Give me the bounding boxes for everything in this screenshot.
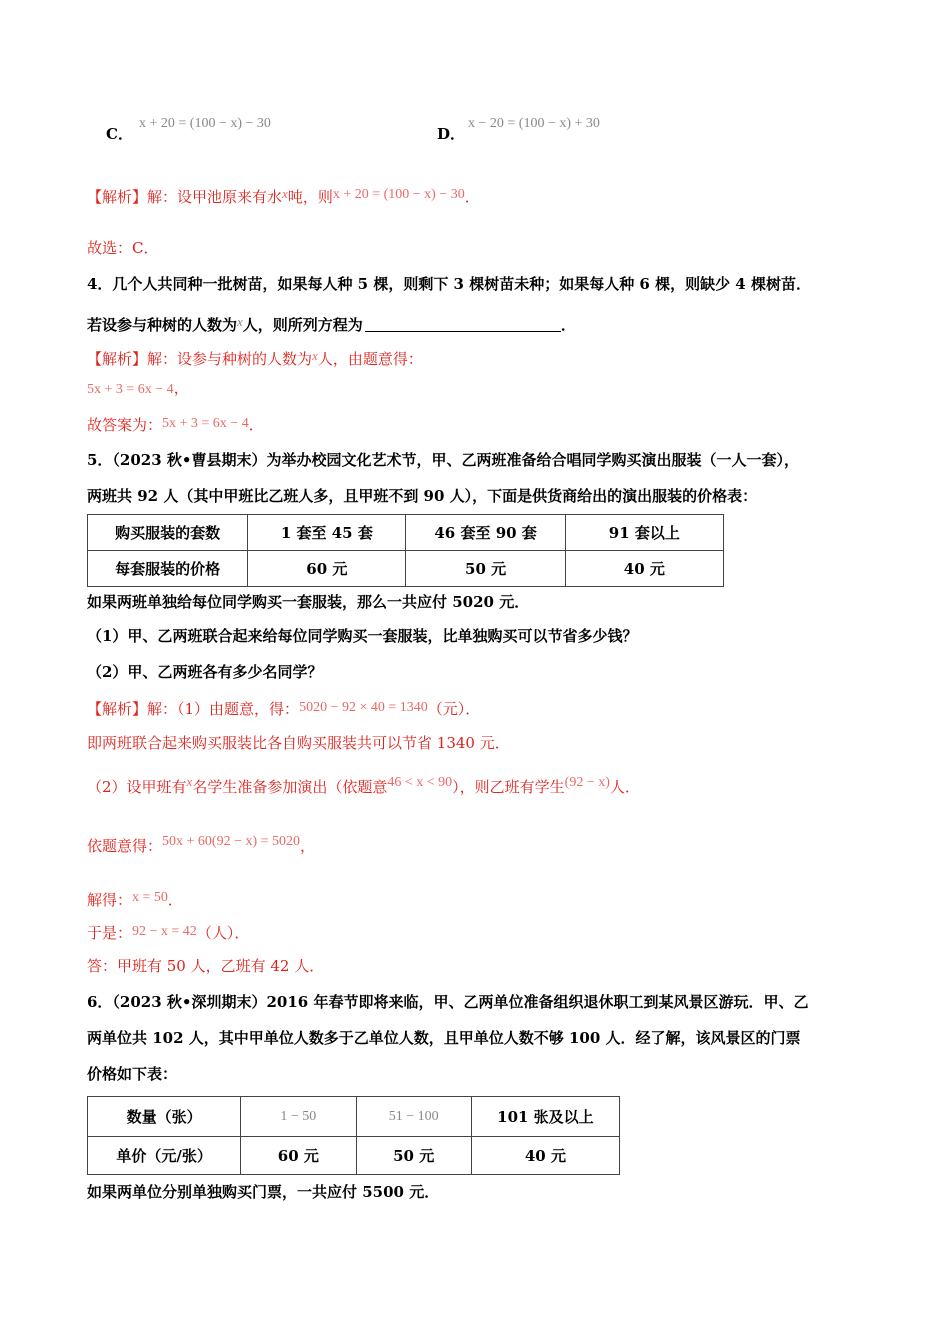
q4-answer: 故答案为：5x + 3 = 6x − 4． (87, 416, 264, 434)
q6-ticket-price-table (87, 1096, 620, 1175)
q5-solve-line: 解得：x = 50． (87, 890, 183, 909)
table-cell: 50 元 (356, 1137, 471, 1175)
q4-stem-line1: 4．几个人共同种一批树苗，如果每人种 5 棵，则剩下 3 棵树苗未种；如果每人种 6 棵，则缺少 4 棵树苗． (87, 275, 811, 293)
q3-answer: 故选：C． (87, 239, 159, 257)
q6-stem-line2: 两单位共 102 人，其中甲单位人数多于乙单位人数，且甲单位人数不够 100 人．经了解，该风景区的门票 (87, 1029, 801, 1047)
q5-stem-line3: 如果两班单独给每位同学购买一套服装，那么一共应付 5020 元． (87, 593, 530, 611)
q5-solution-line1: 【解析】解：（1）由题意，得：5020 − 92 × 40 = 1340（元）． (87, 700, 481, 718)
table-cell: 50 元 (406, 551, 565, 587)
table-row (88, 1137, 620, 1175)
option-d-label: D． (437, 125, 466, 143)
table-row (88, 551, 724, 587)
table-cell: 101 张及以上 (471, 1097, 619, 1137)
option-c-expression: x + 20 = (100 − x) − 30 (139, 116, 271, 131)
q5-solution-line3: （2）设甲班有x名学生准备参加演出（依题意46 < x < 90），则乙班有学生(92 − x)人． (87, 774, 640, 796)
q5-price-table (87, 514, 724, 587)
q4-stem-line2: 若设参与种树的人数为x人，则所列方程为 ． (87, 314, 576, 334)
q6-stem-line4: 如果两单位分别单独购买门票，一共应付 5500 元． (87, 1183, 440, 1201)
q3-solution-line: 【解析】解：设甲池原来有水x吨，则x + 20 = (100 − x) − 30． (87, 186, 480, 206)
solution-tag: 【解析】 (87, 188, 148, 206)
table-cell: 46 套至 90 套 (406, 515, 565, 551)
table-cell: 购买服装的套数 (88, 515, 248, 551)
table-cell: 51 − 100 (356, 1097, 471, 1137)
solution-tag: 【解析】 (87, 700, 148, 718)
table-cell: 40 元 (565, 551, 723, 587)
table-cell: 每套服装的价格 (88, 551, 248, 587)
table-cell: 数量（张） (88, 1097, 241, 1137)
table-cell: 1 − 50 (241, 1097, 356, 1137)
q5-part1: （1）甲、乙两班联合起来给每位同学购买一套服装，比单独购买可以节省多少钱？ (87, 627, 638, 645)
table-cell: 40 元 (471, 1137, 619, 1175)
q5-stem-line1: 5．（2023 秋•曹县期末）为举办校园文化艺术节，甲、乙两班准备给合唱同学购买演出服装（一人一套）， (87, 451, 799, 469)
table-cell: 60 元 (241, 1137, 356, 1175)
q4-solution-line: 【解析】解：设参与种树的人数为x人，由题意得： (87, 348, 423, 368)
q6-stem-line3: 价格如下表： (87, 1065, 178, 1083)
q5-stem-line2: 两班共 92 人（其中甲班比乙班人多，且甲班不到 90 人），下面是供货商给出的演出服装的价格表： (87, 487, 758, 505)
q5-equation-line: 依题意得：50x + 60(92 − x) = 5020， (87, 834, 316, 855)
solution-tag: 【解析】 (87, 350, 148, 368)
table-cell: 60 元 (248, 551, 406, 587)
q5-part2: （2）甲、乙两班各有多少名同学？ (87, 663, 323, 681)
table-cell: 91 套以上 (565, 515, 723, 551)
table-cell: 1 套至 45 套 (248, 515, 406, 551)
table-cell: 单价（元/张） (88, 1137, 241, 1175)
q5-then-line: 于是：92 − x = 42（人）． (87, 924, 250, 942)
q6-stem-line1: 6．（2023 秋•深圳期末）2016 年春节即将来临，甲、乙两单位准备组织退休职工到某风景区游玩．甲、乙 (87, 993, 809, 1011)
answer-blank (365, 316, 561, 332)
table-row (88, 1097, 620, 1137)
q5-answer: 答：甲班有 50 人，乙班有 42 人． (87, 957, 325, 975)
option-d-expression: x − 20 = (100 − x) + 30 (468, 116, 600, 131)
option-c-label: C． (106, 125, 133, 143)
q4-equation: 5x + 3 = 6x − 4， (87, 379, 189, 397)
table-row (88, 515, 724, 551)
q5-solution-line2: 即两班联合起来购买服装比各自购买服装共可以节省 1340 元． (87, 734, 510, 752)
